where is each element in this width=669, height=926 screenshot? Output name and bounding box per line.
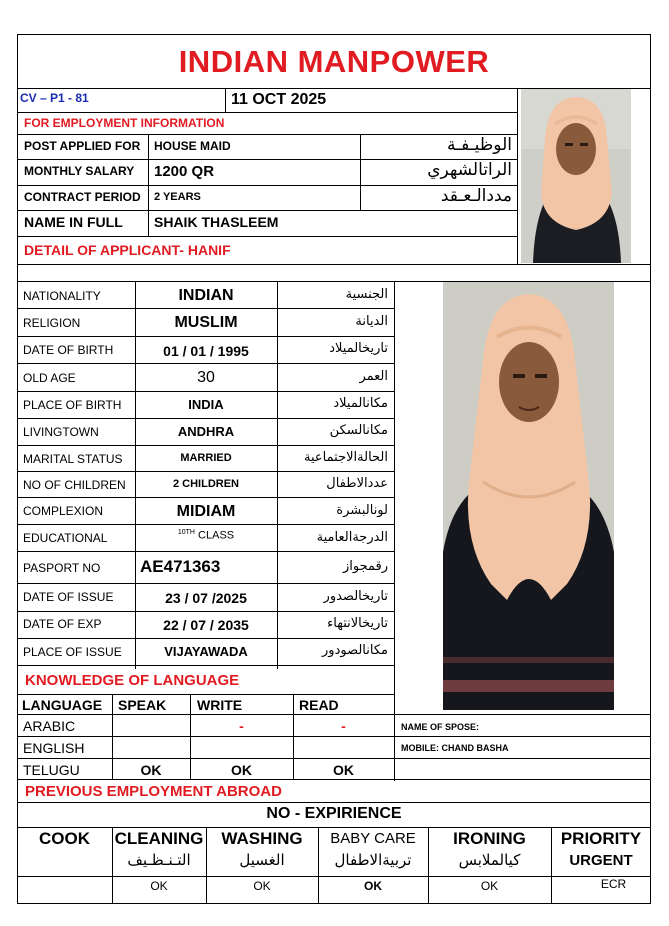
previous-employment-heading: PREVIOUS EMPLOYMENT ABROAD — [25, 783, 282, 800]
language-telugu-speak: OK — [140, 762, 162, 778]
page-title: INDIAN MANPOWER — [178, 44, 490, 79]
place-of-issue-arabic: مكانالصودور — [322, 643, 388, 658]
cv-reference: CV – P1 - 81 — [20, 91, 89, 105]
skill-washing-status: OK — [253, 879, 271, 893]
post-applied-value: HOUSE MAID — [154, 139, 231, 153]
date-of-birth-value: 01 / 01 / 1995 — [163, 343, 249, 359]
language-telugu-label: TELUGU — [23, 762, 80, 778]
skill-cleaning: CLEANING — [114, 829, 204, 848]
skill-baby-care: BABY CARE — [330, 830, 416, 847]
passport-no-arabic: رقمجواز — [342, 559, 388, 574]
old-age-label: OLD AGE — [23, 371, 76, 385]
language-header-speak: SPEAK — [118, 697, 167, 713]
contract-period-value: 2 YEARS — [154, 191, 201, 203]
language-header-write: WRITE — [197, 697, 243, 713]
contract-period-arabic: مددالـعـقد — [440, 186, 512, 206]
applicant-photo-full — [443, 282, 614, 710]
complexion-value: MIDIAM — [176, 503, 236, 520]
place-of-issue-label: PLACE OF ISSUE — [23, 645, 122, 659]
applicant-photo-small — [521, 89, 631, 263]
language-header-read: READ — [299, 697, 339, 713]
religion-arabic: الديانة — [355, 314, 388, 329]
monthly-salary-arabic: الراتالشهري — [427, 160, 512, 180]
language-arabic-read: - — [341, 718, 346, 734]
nationality-arabic: الجنسية — [345, 287, 388, 302]
educational-value-text: CLASS — [198, 529, 235, 542]
educational-arabic: الدرجةالعامية — [316, 530, 388, 545]
mobile-label: MOBILE: CHAND BASHA — [401, 743, 509, 753]
marital-status-value: MARRIED — [180, 452, 232, 464]
religion-label: RELIGION — [23, 316, 81, 330]
livingtown-label: LIVINGTOWN — [23, 425, 99, 439]
full-name-value: SHAIK THASLEEM — [154, 214, 279, 230]
contract-period-label: CONTRACT PERIOD — [24, 190, 141, 204]
skill-baby-care-status: OK — [364, 879, 382, 893]
language-arabic-write: - — [239, 718, 244, 734]
language-english-label: ENGLISH — [23, 740, 85, 756]
no-of-children-value: 2 CHILDREN — [172, 478, 239, 490]
skill-cleaning-status: OK — [150, 879, 168, 893]
skill-ironing: IRONING — [453, 829, 526, 848]
skill-washing: WASHING — [221, 829, 303, 848]
priority-value: URGENT — [569, 852, 633, 869]
date-of-issue-label: DATE OF ISSUE — [23, 590, 114, 604]
knowledge-of-language-heading: KNOWLEDGE OF LANGUAGE — [25, 672, 240, 689]
date-of-exp-arabic: تاريخالانتهاء — [327, 616, 388, 631]
detail-of-applicant-heading: DETAIL OF APPLICANT- HANIF — [24, 242, 231, 258]
post-applied-arabic: الوظيـفـة — [446, 135, 512, 155]
old-age-value: 30 — [197, 369, 215, 386]
old-age-arabic: العمر — [359, 369, 388, 384]
date-of-exp-label: DATE OF EXP — [23, 617, 102, 631]
date-of-issue-value: 23 / 07 /2025 — [165, 590, 247, 606]
nationality-value: INDIAN — [178, 287, 234, 304]
skill-priority: PRIORITY — [560, 829, 642, 848]
language-telugu-read: OK — [333, 762, 354, 778]
place-of-birth-value: INDIA — [188, 397, 224, 412]
nationality-label: NATIONALITY — [23, 289, 101, 303]
priority-status: ECR — [600, 877, 627, 891]
skill-cook: COOK — [39, 829, 90, 848]
no-of-children-label: NO OF CHILDREN — [23, 478, 126, 492]
passport-no-label: PASPORT NO — [23, 561, 101, 575]
language-header-language: LANGUAGE — [22, 697, 103, 713]
educational-value — [135, 529, 277, 542]
employment-section-label: FOR EMPLOYMENT INFORMATION — [24, 116, 225, 130]
place-of-birth-label: PLACE OF BIRTH — [23, 398, 122, 412]
language-telugu-write: OK — [231, 762, 252, 778]
educational-value-sup: 10TH — [177, 529, 195, 536]
complexion-arabic: لونالبشرة — [336, 503, 388, 518]
livingtown-arabic: مكانالسكن — [329, 423, 388, 438]
no-experience-note: NO - EXPIRIENCE — [266, 805, 402, 822]
place-of-issue-value: VIJAYAWADA — [164, 644, 248, 659]
monthly-salary-label: MONTHLY SALARY — [24, 164, 135, 178]
no-of-children-arabic: عددالاطفال — [326, 476, 388, 491]
cv-date: 11 OCT 2025 — [231, 91, 327, 108]
skill-washing-arabic: الغسيل — [239, 851, 285, 869]
complexion-label: COMPLEXION — [23, 504, 104, 518]
educational-label: EDUCATIONAL — [23, 531, 108, 545]
spouse-name-label: NAME OF SPOSE: — [401, 722, 480, 732]
date-of-birth-label: DATE OF BIRTH — [23, 343, 114, 357]
language-arabic-label: ARABIC — [23, 718, 76, 734]
date-of-birth-arabic: تاريخالميلاد — [329, 341, 388, 356]
skill-ironing-arabic: كيالملابس — [458, 851, 521, 869]
religion-value: MUSLIM — [174, 314, 238, 331]
full-name-label: NAME IN FULL — [24, 214, 123, 230]
marital-status-arabic: الحالةالاجتماعية — [304, 450, 388, 465]
place-of-birth-arabic: مكانالميلاد — [333, 396, 388, 411]
skill-baby-care-arabic: تربيةالاطفال — [334, 851, 412, 869]
date-of-issue-arabic: تاريخالصدور — [323, 589, 388, 604]
monthly-salary-value: 1200 QR — [154, 163, 215, 180]
marital-status-label: MARITAL STATUS — [23, 452, 123, 466]
skill-ironing-status: OK — [480, 879, 499, 893]
date-of-exp-value: 22 / 07 / 2035 — [163, 617, 249, 633]
skill-cleaning-arabic: التـنـظـيف — [127, 851, 191, 869]
passport-no-value: AE471363 — [140, 557, 221, 576]
livingtown-value: ANDHRA — [177, 424, 235, 439]
post-applied-label: POST APPLIED FOR — [24, 139, 141, 153]
